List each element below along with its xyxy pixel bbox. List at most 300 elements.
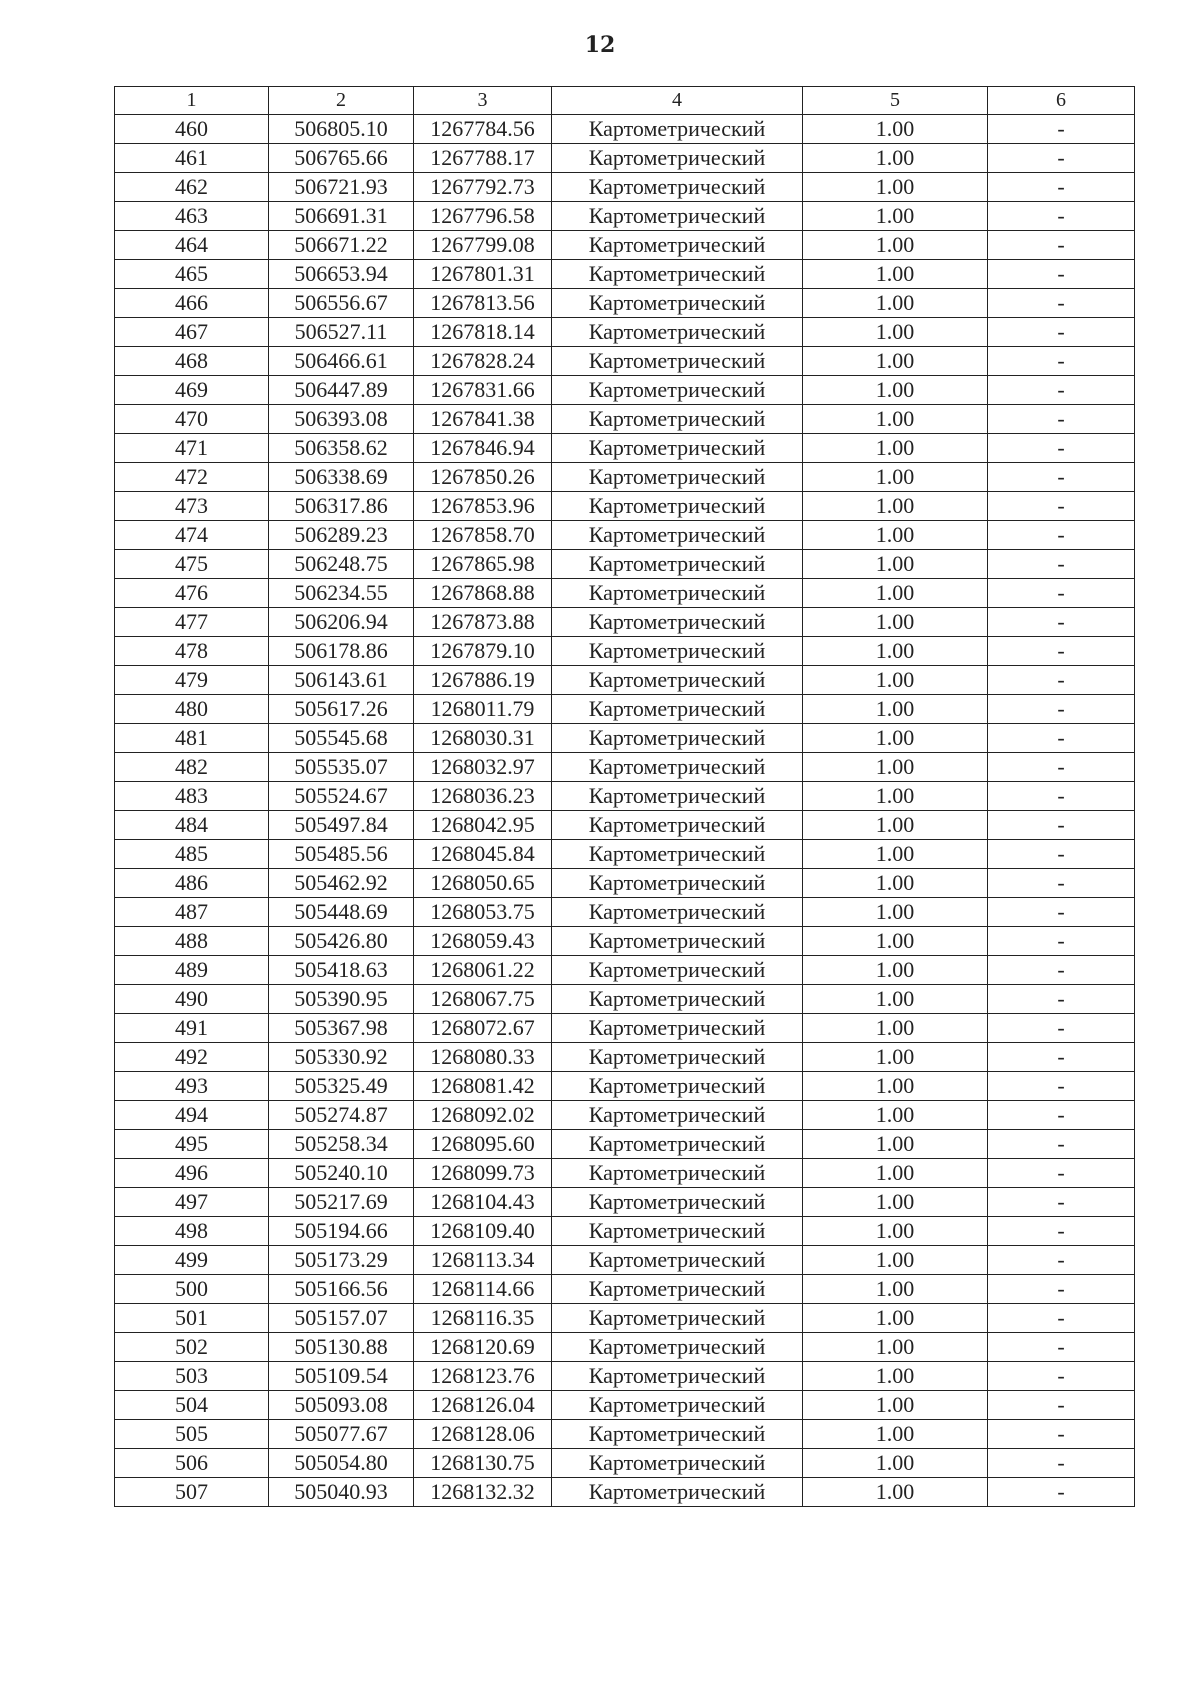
y-coordinate-cell: 1267792.73 [414,173,552,202]
method-cell: Картометрический [552,840,803,869]
accuracy-cell: 1.00 [803,1246,988,1275]
description-cell: - [988,840,1135,869]
table-row [115,1449,1135,1478]
point-number-cell: 463 [115,202,269,231]
y-coordinate-cell: 1267853.96 [414,492,552,521]
y-coordinate-cell: 1267841.38 [414,405,552,434]
accuracy-cell: 1.00 [803,1478,988,1507]
description-cell: - [988,1478,1135,1507]
x-coordinate-cell: 505054.80 [269,1449,414,1478]
point-number-cell: 462 [115,173,269,202]
column-header-4: 4 [552,87,803,115]
y-coordinate-cell: 1268099.73 [414,1159,552,1188]
point-number-cell: 467 [115,318,269,347]
table-row [115,724,1135,753]
y-coordinate-cell: 1267850.26 [414,463,552,492]
accuracy-cell: 1.00 [803,463,988,492]
y-coordinate-cell: 1267846.94 [414,434,552,463]
table-row [115,405,1135,434]
point-number-cell: 472 [115,463,269,492]
table-row [115,376,1135,405]
x-coordinate-cell: 505462.92 [269,869,414,898]
description-cell: - [988,260,1135,289]
description-cell: - [988,1188,1135,1217]
x-coordinate-cell: 506289.23 [269,521,414,550]
description-cell: - [988,1043,1135,1072]
accuracy-cell: 1.00 [803,1072,988,1101]
accuracy-cell: 1.00 [803,753,988,782]
column-header-1: 1 [115,87,269,115]
method-cell: Картометрический [552,1014,803,1043]
x-coordinate-cell: 505166.56 [269,1275,414,1304]
description-cell: - [988,173,1135,202]
accuracy-cell: 1.00 [803,1420,988,1449]
x-coordinate-cell: 506234.55 [269,579,414,608]
x-coordinate-cell: 506393.08 [269,405,414,434]
description-cell: - [988,347,1135,376]
accuracy-cell: 1.00 [803,202,988,231]
description-cell: - [988,1391,1135,1420]
description-cell: - [988,1304,1135,1333]
x-coordinate-cell: 505448.69 [269,898,414,927]
description-cell: - [988,115,1135,144]
method-cell: Картометрический [552,1391,803,1420]
point-number-cell: 498 [115,1217,269,1246]
y-coordinate-cell: 1268080.33 [414,1043,552,1072]
table-row [115,1304,1135,1333]
point-number-cell: 473 [115,492,269,521]
description-cell: - [988,1449,1135,1478]
method-cell: Картометрический [552,260,803,289]
accuracy-cell: 1.00 [803,579,988,608]
description-cell: - [988,1130,1135,1159]
x-coordinate-cell: 505077.67 [269,1420,414,1449]
point-number-cell: 484 [115,811,269,840]
y-coordinate-cell: 1267828.24 [414,347,552,376]
x-coordinate-cell: 506248.75 [269,550,414,579]
column-header-3: 3 [414,87,552,115]
accuracy-cell: 1.00 [803,695,988,724]
table-row [115,1362,1135,1391]
accuracy-cell: 1.00 [803,492,988,521]
accuracy-cell: 1.00 [803,956,988,985]
accuracy-cell: 1.00 [803,782,988,811]
method-cell: Картометрический [552,869,803,898]
table-row [115,753,1135,782]
description-cell: - [988,405,1135,434]
accuracy-cell: 1.00 [803,898,988,927]
description-cell: - [988,869,1135,898]
table-row [115,637,1135,666]
method-cell: Картометрический [552,579,803,608]
table-row [115,202,1135,231]
point-number-cell: 490 [115,985,269,1014]
x-coordinate-cell: 505497.84 [269,811,414,840]
table-row [115,1478,1135,1507]
method-cell: Картометрический [552,463,803,492]
table-row [115,811,1135,840]
y-coordinate-cell: 1268036.23 [414,782,552,811]
table-row [115,985,1135,1014]
description-cell: - [988,1246,1135,1275]
x-coordinate-cell: 505617.26 [269,695,414,724]
x-coordinate-cell: 506653.94 [269,260,414,289]
method-cell: Картометрический [552,608,803,637]
point-number-cell: 483 [115,782,269,811]
y-coordinate-cell: 1268126.04 [414,1391,552,1420]
accuracy-cell: 1.00 [803,927,988,956]
description-cell: - [988,666,1135,695]
method-cell: Картометрический [552,1217,803,1246]
accuracy-cell: 1.00 [803,1159,988,1188]
point-number-cell: 489 [115,956,269,985]
method-cell: Картометрический [552,173,803,202]
method-cell: Картометрический [552,1420,803,1449]
method-cell: Картометрический [552,753,803,782]
x-coordinate-cell: 505109.54 [269,1362,414,1391]
y-coordinate-cell: 1268061.22 [414,956,552,985]
description-cell: - [988,898,1135,927]
method-cell: Картометрический [552,1072,803,1101]
method-cell: Картометрический [552,1130,803,1159]
accuracy-cell: 1.00 [803,405,988,434]
method-cell: Картометрический [552,318,803,347]
x-coordinate-cell: 505535.07 [269,753,414,782]
description-cell: - [988,811,1135,840]
accuracy-cell: 1.00 [803,1362,988,1391]
y-coordinate-cell: 1268045.84 [414,840,552,869]
y-coordinate-cell: 1268114.66 [414,1275,552,1304]
point-number-cell: 474 [115,521,269,550]
description-cell: - [988,1420,1135,1449]
y-coordinate-cell: 1267873.88 [414,608,552,637]
method-cell: Картометрический [552,1333,803,1362]
y-coordinate-cell: 1268104.43 [414,1188,552,1217]
method-cell: Картометрический [552,1449,803,1478]
y-coordinate-cell: 1268081.42 [414,1072,552,1101]
x-coordinate-cell: 506317.86 [269,492,414,521]
y-coordinate-cell: 1268067.75 [414,985,552,1014]
y-coordinate-cell: 1267865.98 [414,550,552,579]
description-cell: - [988,1275,1135,1304]
x-coordinate-cell: 505545.68 [269,724,414,753]
accuracy-cell: 1.00 [803,1449,988,1478]
y-coordinate-cell: 1268120.69 [414,1333,552,1362]
method-cell: Картометрический [552,927,803,956]
table-row [115,898,1135,927]
accuracy-cell: 1.00 [803,1188,988,1217]
accuracy-cell: 1.00 [803,1014,988,1043]
table-row [115,144,1135,173]
method-cell: Картометрический [552,1246,803,1275]
point-number-cell: 475 [115,550,269,579]
accuracy-cell: 1.00 [803,260,988,289]
coordinates-table [114,86,1135,1507]
accuracy-cell: 1.00 [803,289,988,318]
accuracy-cell: 1.00 [803,231,988,260]
x-coordinate-cell: 506358.62 [269,434,414,463]
point-number-cell: 493 [115,1072,269,1101]
point-number-cell: 478 [115,637,269,666]
column-header-5: 5 [803,87,988,115]
method-cell: Картометрический [552,956,803,985]
accuracy-cell: 1.00 [803,173,988,202]
table-row [115,463,1135,492]
accuracy-cell: 1.00 [803,1101,988,1130]
table-row [115,260,1135,289]
y-coordinate-cell: 1267818.14 [414,318,552,347]
table-row [115,840,1135,869]
table-body [115,115,1135,1507]
accuracy-cell: 1.00 [803,724,988,753]
column-header-6: 6 [988,87,1135,115]
method-cell: Картометрический [552,1101,803,1130]
x-coordinate-cell: 505194.66 [269,1217,414,1246]
accuracy-cell: 1.00 [803,666,988,695]
description-cell: - [988,927,1135,956]
y-coordinate-cell: 1268042.95 [414,811,552,840]
accuracy-cell: 1.00 [803,1043,988,1072]
point-number-cell: 495 [115,1130,269,1159]
table-row [115,1130,1135,1159]
point-number-cell: 504 [115,1391,269,1420]
x-coordinate-cell: 505258.34 [269,1130,414,1159]
point-number-cell: 465 [115,260,269,289]
description-cell: - [988,985,1135,1014]
point-number-cell: 500 [115,1275,269,1304]
y-coordinate-cell: 1267813.56 [414,289,552,318]
method-cell: Картометрический [552,1362,803,1391]
method-cell: Картометрический [552,144,803,173]
y-coordinate-cell: 1267801.31 [414,260,552,289]
table-row [115,1275,1135,1304]
x-coordinate-cell: 506527.11 [269,318,414,347]
point-number-cell: 503 [115,1362,269,1391]
accuracy-cell: 1.00 [803,840,988,869]
x-coordinate-cell: 506206.94 [269,608,414,637]
description-cell: - [988,550,1135,579]
method-cell: Картометрический [552,695,803,724]
description-cell: - [988,202,1135,231]
accuracy-cell: 1.00 [803,1304,988,1333]
point-number-cell: 485 [115,840,269,869]
x-coordinate-cell: 506721.93 [269,173,414,202]
method-cell: Картометрический [552,434,803,463]
table-row [115,1217,1135,1246]
description-cell: - [988,1333,1135,1362]
description-cell: - [988,1072,1135,1101]
accuracy-cell: 1.00 [803,1275,988,1304]
y-coordinate-cell: 1267868.88 [414,579,552,608]
description-cell: - [988,1101,1135,1130]
table-row [115,173,1135,202]
table-row [115,579,1135,608]
x-coordinate-cell: 505274.87 [269,1101,414,1130]
method-cell: Картометрический [552,985,803,1014]
y-coordinate-cell: 1268109.40 [414,1217,552,1246]
y-coordinate-cell: 1268092.02 [414,1101,552,1130]
description-cell: - [988,782,1135,811]
x-coordinate-cell: 505418.63 [269,956,414,985]
description-cell: - [988,318,1135,347]
y-coordinate-cell: 1268072.67 [414,1014,552,1043]
accuracy-cell: 1.00 [803,811,988,840]
table-row [115,231,1135,260]
point-number-cell: 486 [115,869,269,898]
header-row [115,87,1135,115]
table-row [115,115,1135,144]
y-coordinate-cell: 1267784.56 [414,115,552,144]
method-cell: Картометрический [552,1275,803,1304]
point-number-cell: 460 [115,115,269,144]
x-coordinate-cell: 505524.67 [269,782,414,811]
point-number-cell: 477 [115,608,269,637]
y-coordinate-cell: 1267886.19 [414,666,552,695]
y-coordinate-cell: 1268032.97 [414,753,552,782]
point-number-cell: 496 [115,1159,269,1188]
description-cell: - [988,579,1135,608]
point-number-cell: 461 [115,144,269,173]
y-coordinate-cell: 1268030.31 [414,724,552,753]
x-coordinate-cell: 506805.10 [269,115,414,144]
method-cell: Картометрический [552,289,803,318]
table-row [115,521,1135,550]
description-cell: - [988,1362,1135,1391]
y-coordinate-cell: 1268116.35 [414,1304,552,1333]
x-coordinate-cell: 506338.69 [269,463,414,492]
description-cell: - [988,1014,1135,1043]
x-coordinate-cell: 506143.61 [269,666,414,695]
table-row [115,782,1135,811]
x-coordinate-cell: 505485.56 [269,840,414,869]
accuracy-cell: 1.00 [803,434,988,463]
x-coordinate-cell: 505157.07 [269,1304,414,1333]
method-cell: Картометрический [552,405,803,434]
accuracy-cell: 1.00 [803,1333,988,1362]
y-coordinate-cell: 1268123.76 [414,1362,552,1391]
y-coordinate-cell: 1267799.08 [414,231,552,260]
point-number-cell: 497 [115,1188,269,1217]
table-row [115,1072,1135,1101]
y-coordinate-cell: 1268095.60 [414,1130,552,1159]
x-coordinate-cell: 505240.10 [269,1159,414,1188]
x-coordinate-cell: 505426.80 [269,927,414,956]
table-row [115,956,1135,985]
table-row [115,1101,1135,1130]
table-row [115,1420,1135,1449]
description-cell: - [988,434,1135,463]
description-cell: - [988,956,1135,985]
method-cell: Картометрический [552,231,803,260]
point-number-cell: 501 [115,1304,269,1333]
page-number: 12 [584,32,616,58]
description-cell: - [988,289,1135,318]
method-cell: Картометрический [552,376,803,405]
description-cell: - [988,753,1135,782]
x-coordinate-cell: 506466.61 [269,347,414,376]
table-row [115,1014,1135,1043]
description-cell: - [988,144,1135,173]
method-cell: Картометрический [552,898,803,927]
y-coordinate-cell: 1268113.34 [414,1246,552,1275]
method-cell: Картометрический [552,1043,803,1072]
accuracy-cell: 1.00 [803,1391,988,1420]
table-row [115,695,1135,724]
description-cell: - [988,637,1135,666]
accuracy-cell: 1.00 [803,985,988,1014]
x-coordinate-cell: 506691.31 [269,202,414,231]
table-header [115,87,1135,115]
point-number-cell: 502 [115,1333,269,1362]
description-cell: - [988,492,1135,521]
y-coordinate-cell: 1267796.58 [414,202,552,231]
y-coordinate-cell: 1268053.75 [414,898,552,927]
accuracy-cell: 1.00 [803,521,988,550]
point-number-cell: 491 [115,1014,269,1043]
method-cell: Картометрический [552,521,803,550]
accuracy-cell: 1.00 [803,376,988,405]
table-row [115,1188,1135,1217]
table-row [115,492,1135,521]
point-number-cell: 499 [115,1246,269,1275]
point-number-cell: 488 [115,927,269,956]
description-cell: - [988,463,1135,492]
method-cell: Картометрический [552,202,803,231]
accuracy-cell: 1.00 [803,550,988,579]
table-row [115,666,1135,695]
y-coordinate-cell: 1268050.65 [414,869,552,898]
y-coordinate-cell: 1268059.43 [414,927,552,956]
point-number-cell: 464 [115,231,269,260]
x-coordinate-cell: 506765.66 [269,144,414,173]
x-coordinate-cell: 505390.95 [269,985,414,1014]
x-coordinate-cell: 505330.92 [269,1043,414,1072]
table-row [115,608,1135,637]
table-row [115,289,1135,318]
x-coordinate-cell: 505173.29 [269,1246,414,1275]
method-cell: Картометрический [552,115,803,144]
point-number-cell: 492 [115,1043,269,1072]
point-number-cell: 466 [115,289,269,318]
accuracy-cell: 1.00 [803,637,988,666]
method-cell: Картометрический [552,1478,803,1507]
method-cell: Картометрический [552,1188,803,1217]
method-cell: Картометрический [552,1159,803,1188]
x-coordinate-cell: 505093.08 [269,1391,414,1420]
x-coordinate-cell: 505325.49 [269,1072,414,1101]
description-cell: - [988,724,1135,753]
y-coordinate-cell: 1267788.17 [414,144,552,173]
accuracy-cell: 1.00 [803,1217,988,1246]
table-row [115,347,1135,376]
accuracy-cell: 1.00 [803,115,988,144]
x-coordinate-cell: 506178.86 [269,637,414,666]
table-row [115,550,1135,579]
point-number-cell: 507 [115,1478,269,1507]
method-cell: Картометрический [552,637,803,666]
table-row [115,927,1135,956]
y-coordinate-cell: 1268011.79 [414,695,552,724]
method-cell: Картометрический [552,666,803,695]
accuracy-cell: 1.00 [803,318,988,347]
description-cell: - [988,695,1135,724]
method-cell: Картометрический [552,782,803,811]
x-coordinate-cell: 506556.67 [269,289,414,318]
method-cell: Картометрический [552,492,803,521]
y-coordinate-cell: 1268130.75 [414,1449,552,1478]
table-row [115,869,1135,898]
accuracy-cell: 1.00 [803,347,988,376]
